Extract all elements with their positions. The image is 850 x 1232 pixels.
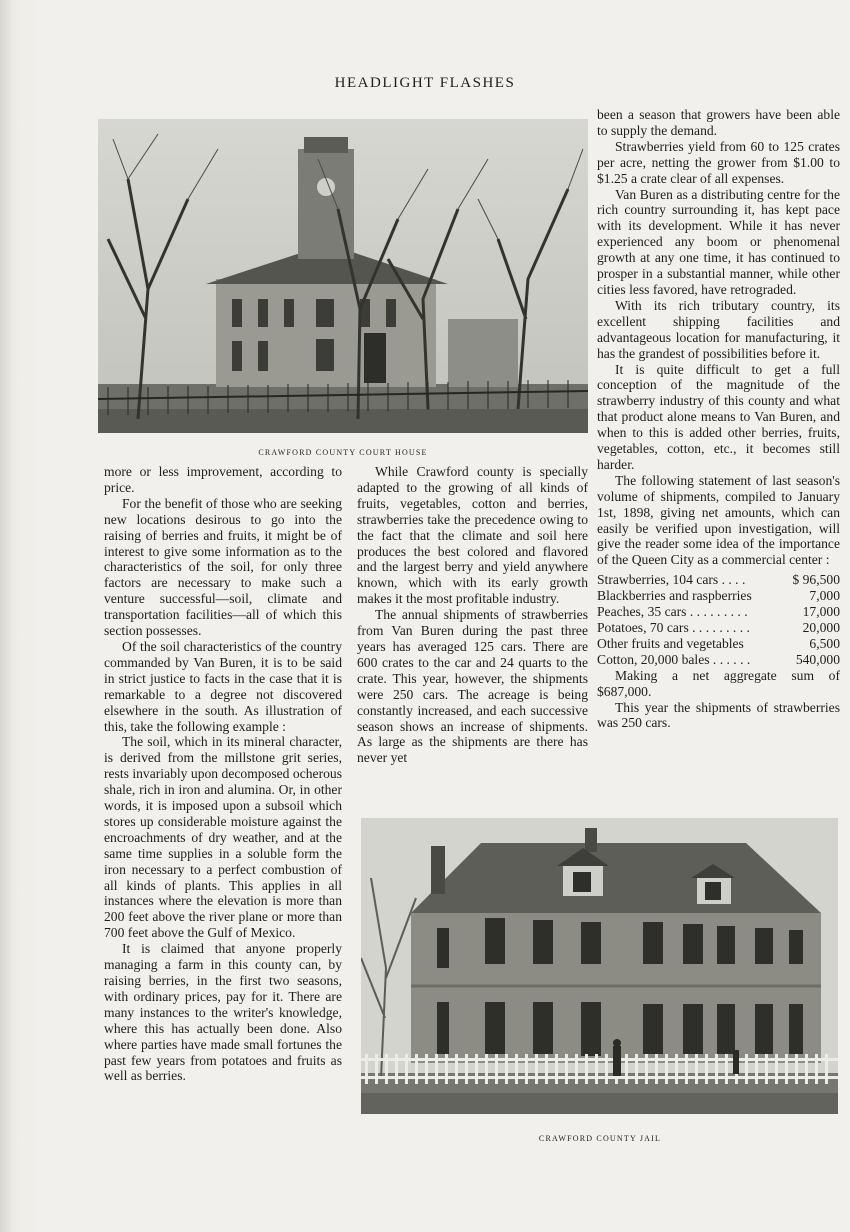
jail-photo	[361, 818, 838, 1114]
middle-column	[357, 464, 588, 766]
paragraph: The soil, which in its mineral character, is derived from the millstone grit series, rests invariably upon decomposed ocherous shale, rich in iron and alumina. Or, in other words, it is imposed upon a subsoil which stores up considerable moisture against the encroachments of dry weather, and at the same time supplies in a soluble form the iron necessary to a perfect combustion of all kinds of plants. This applies in all instances where the elevation is more than 200 feet above the river plane or more than 700 feet above the Gulf of Mexico.	[104, 734, 342, 941]
item-value: 20,000	[802, 620, 840, 635]
paragraph: It is claimed that anyone properly managing a farm in this county can, by raising berries, in the first two seasons, with ordinary prices, pay for it. There are many instances to the writer's knowledge, where this has actually been done. Also where parties have made small fortunes the past few years from potatoes and fruits as well as berries.	[104, 941, 342, 1084]
table-row	[597, 636, 840, 652]
paragraph: more or less improvement, according to price.	[104, 464, 342, 495]
table-row	[597, 572, 840, 588]
paragraph: For the benefit of those who are seeking new locations desirous to go into the raising of berries and fruits, it might be of interest to give some information as to the characteristics of the soil, for only three factors are necessary to make such a venture successful—soil, climate and transportation facilities—all of which this section possesses.	[104, 495, 342, 639]
item-label: Other fruits and vegetables	[597, 635, 744, 651]
paragraph: This year the shipments of strawberries was 250 cars.	[597, 699, 840, 731]
paragraph: Strawberries yield from 60 to 125 crates per acre, netting the grower from $1.00 to $1.25 a crate clear of all expenses.	[597, 138, 840, 186]
paragraph: Of the soil characteristics of the country commanded by Van Buren, it is to be said in strict justice to facts in the case that it is remarkable to a degree not discovered elsewhere in the south. As illustration of this, take the following example :	[104, 638, 342, 734]
left-column	[104, 464, 342, 1084]
courthouse-photo	[98, 119, 588, 433]
jail-caption: CRAWFORD COUNTY JAIL	[538, 1134, 662, 1143]
item-value: 17,000	[802, 604, 840, 620]
item-value: $ 96,500	[792, 572, 840, 588]
paragraph: Making a net aggregate sum of $687,000.	[597, 667, 840, 699]
table-row	[597, 588, 840, 604]
paragraph: The annual shipments of strawberries from Van Buren during the past three years has averaged 125 cars. There are 600 crates to the car and 24 quarts to the crate. This year, however, the shipments were 250 cars. The acreage is being constantly increased, and each successive season shows an increase of shipments. As large as the shipments are there has never yet	[357, 607, 588, 766]
paragraph: Van Buren as a distributing centre for the rich country surrounding it, has kept pace with its development. While it has never experienced any boom or phenomenal growth at any one time, it has continued to prosper in a substantial manner, while other cities less favored, have retrograded.	[597, 186, 840, 297]
paragraph: The following statement of last season's volume of shipments, compiled to January 1st, 1898, giving net amounts, which can easily be verified upon investigation, will give the reader some idea of the importance of the Queen City as a commercial center :	[597, 472, 840, 568]
item-label: Cotton, 20,000 bales . . . . . .	[597, 651, 751, 667]
courthouse-caption: CRAWFORD COUNTY COURT HOUSE	[258, 448, 428, 457]
running-head: HEADLIGHT FLASHES	[334, 75, 516, 91]
table-row	[597, 620, 840, 636]
table-row	[597, 604, 840, 620]
right-column	[597, 107, 840, 731]
shipments-table	[597, 572, 840, 667]
item-value: 6,500	[809, 635, 840, 651]
item-label: Strawberries, 104 cars . . . .	[597, 572, 746, 588]
item-label: Peaches, 35 cars . . . . . . . . .	[597, 604, 748, 620]
item-value: 540,000	[795, 651, 840, 667]
paragraph: With its rich tributary country, its excellent shipping facilities and advantageous location for manufacturing, it has the grandest of possibilities before it.	[597, 297, 840, 361]
paragraph: been a season that growers have been able to supply the demand.	[597, 107, 840, 138]
item-label: Blackberries and raspberries	[597, 588, 752, 604]
paragraph: It is quite difficult to get a full conception of the magnitude of the strawberry industry of this county and what that product alone means to Van Buren, and when to this is added other berries, fruits, vegetables, cotton, etc., it becomes still harder.	[597, 361, 840, 472]
item-label: Potatoes, 70 cars . . . . . . . . .	[597, 620, 750, 635]
item-value: 7,000	[809, 588, 840, 604]
paragraph: While Crawford county is specially adapted to the growing of all kinds of fruits, vegetables, cotton and berries, strawberries take the precedence owing to the fact that the climate and soil here produces the best colored and flavored and the largest berry and yield anywhere known, which with its early growth makes it the most profitable industry.	[357, 464, 588, 607]
table-row	[597, 652, 840, 668]
